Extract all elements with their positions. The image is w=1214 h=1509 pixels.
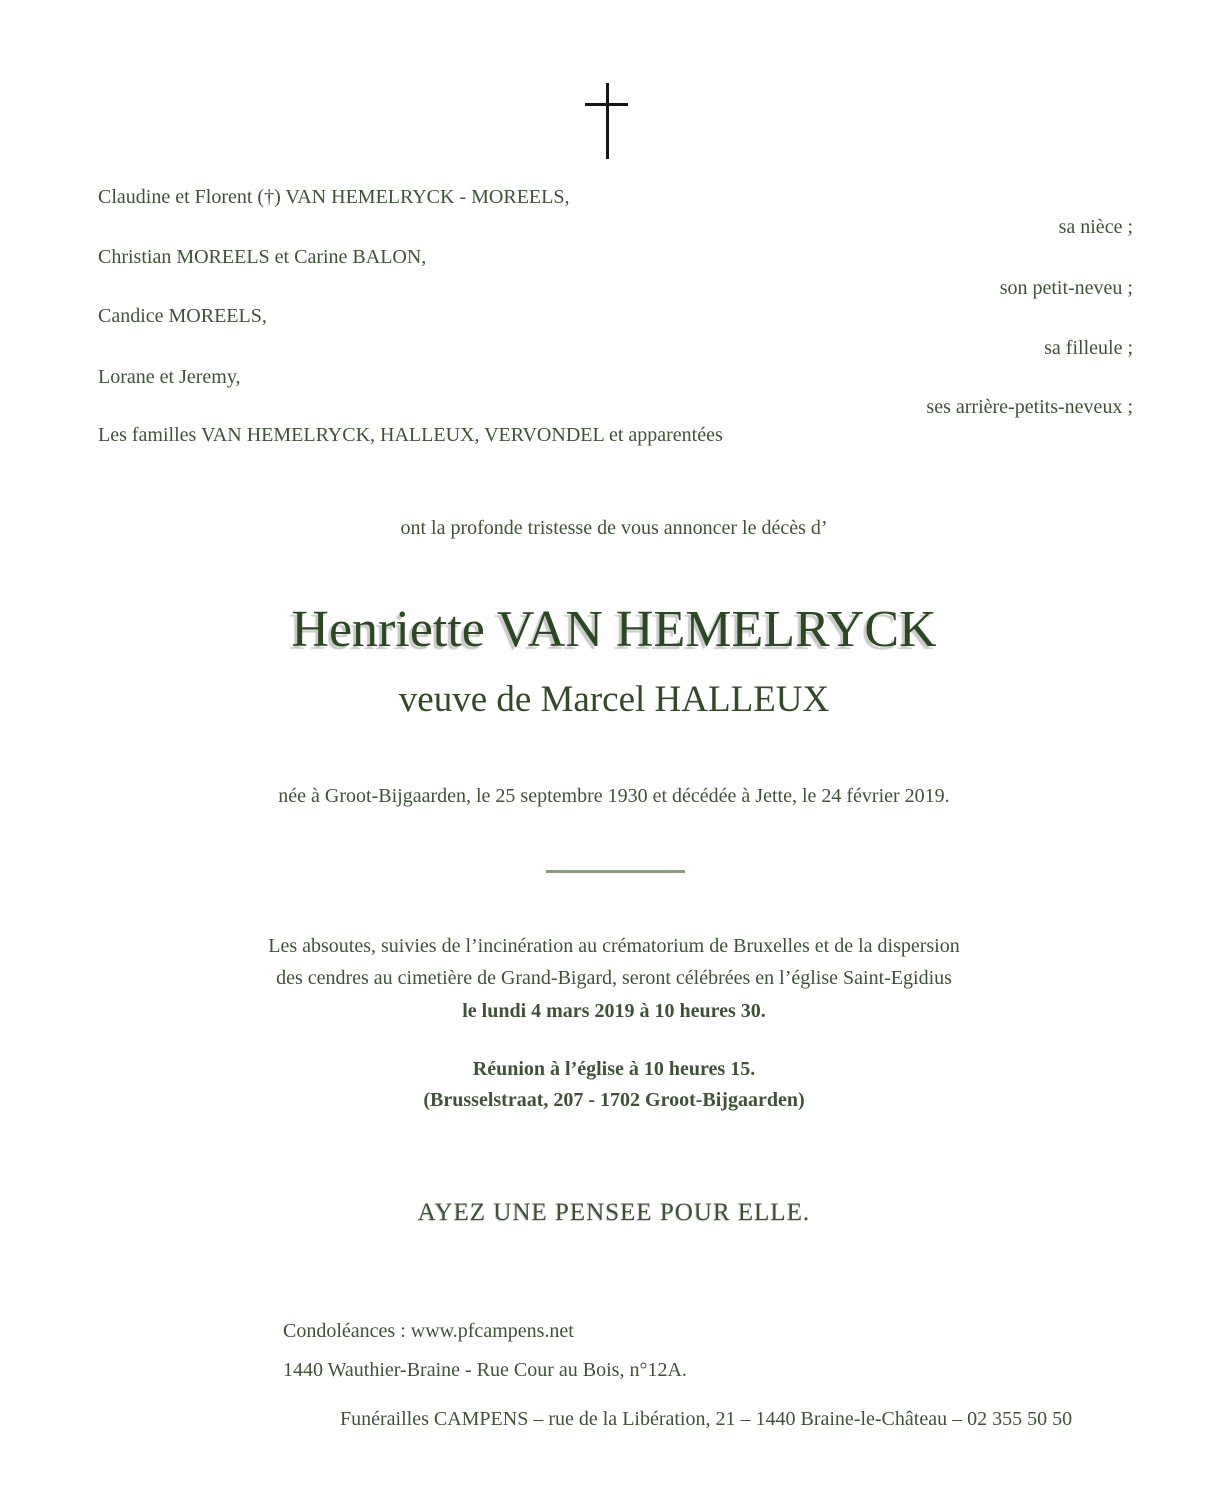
deceased-subtitle: veuve de Marcel HALLEUX xyxy=(398,679,830,720)
cross-vertical-bar xyxy=(606,83,609,159)
mourner-name: Les familles VAN HEMELRYCK, HALLEUX, VERVONDEL et apparentées xyxy=(98,424,723,446)
ceremony-date-time: le lundi 4 mars 2019 à 10 heures 30. xyxy=(462,1000,766,1022)
meeting-address: (Brusselstraat, 207 - 1702 Groot-Bijgaarden) xyxy=(423,1089,805,1111)
mourner-name: Candice MOREELS, xyxy=(98,305,267,327)
ceremony-line-1: Les absoutes, suivies de l’incinération au crématorium de Bruxelles et de la dispersion xyxy=(268,935,960,957)
cross-horizontal-bar xyxy=(585,103,628,106)
tribute-text: AYEZ UNE PENSEE POUR ELLE. xyxy=(417,1199,811,1226)
condolences-website: Condoléances : www.pfcampens.net xyxy=(283,1320,574,1342)
mourner-relation: sa nièce ; xyxy=(1058,216,1133,238)
announcement-text: ont la profonde tristesse de vous annoncer le décès d’ xyxy=(400,517,828,539)
deceased-name: Henriette VAN HEMELRYCK xyxy=(291,601,937,658)
mourner-relation: ses arrière-petits-neveux ; xyxy=(926,396,1133,418)
life-dates: née à Groot-Bijgaarden, le 25 septembre 1930 et décédée à Jette, le 24 février 2019. xyxy=(278,785,950,807)
section-divider xyxy=(546,870,685,873)
ceremony-line-2: des cendres au cimetière de Grand-Bigard, seront célébrées en l’église Saint-Egidius xyxy=(276,967,952,989)
mourner-relation: sa filleule ; xyxy=(1044,337,1133,359)
mourner-name: Lorane et Jeremy, xyxy=(98,366,241,388)
funeral-home-contact: Funérailles CAMPENS – rue de la Libération, 21 – 1440 Braine-le-Château – 02 355 50 50 xyxy=(340,1408,1073,1430)
mourner-relation: son petit-neveu ; xyxy=(999,277,1133,299)
funeral-home-address: 1440 Wauthier-Braine - Rue Cour au Bois, n°12A. xyxy=(283,1359,687,1381)
mourner-name: Christian MOREELS et Carine BALON, xyxy=(98,246,427,268)
mourner-name: Claudine et Florent (†) VAN HEMELRYCK - MOREELS, xyxy=(98,186,570,208)
meeting-time: Réunion à l’église à 10 heures 15. xyxy=(472,1058,756,1080)
